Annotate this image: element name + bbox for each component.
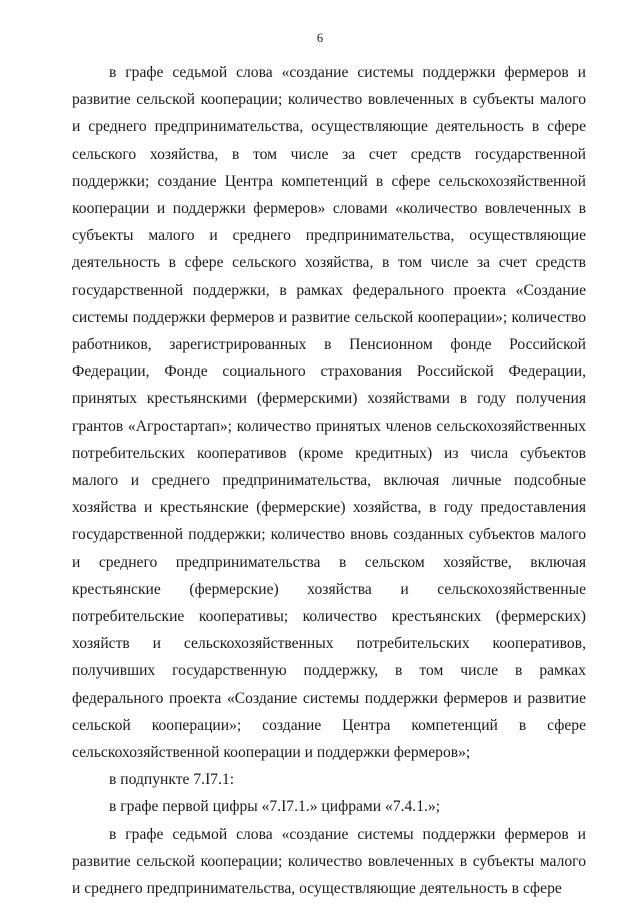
- paragraph-column-one: в графе первой цифры «7.I7.1.» цифрами «7.4.1.»;: [109, 798, 441, 816]
- paragraph-amendment-continued: в графе седьмой слова «создание системы поддержки фермеров и развитие сельской кооперации; количество вовлеченных в субъекты малого и среднего предпринимательства, осуществляющие деятельность в сфере: [72, 825, 586, 898]
- document-body: [72, 59, 586, 902]
- paragraph-subpoint: в подпункте 7.I7.1:: [109, 771, 235, 789]
- paragraph-amendment-column-seven: в графе седьмой слова «создание системы поддержки фермеров и развитие сельской кооперации; количество вовлеченных в субъекты малого и среднего предпринимательства, осуществляющие деятельность в сфере сельского хозяйства, в том числе за счет средств государственной поддержки; создание Центра компетенций в сфере сельскохозяйственной кооперации и поддержки фермеров» словами «количество вовлеченных в субъекты малого и среднего предпринимательства, осуществляющие деятельность в сфере сельского хозяйства, в том числе за счет средств государственной поддержки, в рамках федерального проекта «Создание системы поддержки фермеров и развитие сельской кооперации»; количество работников, зарегистрированных в Пенсионном фонде Российской Федерации, Фонде социального страхования Российской Федерации, принятых крестьянскими (фермерскими) хозяйствами в году получения грантов «Агростартап»; количество принятых членов сельскохозяйственных потребительских кооперативов (кроме кредитных) из числа субъектов малого и среднего предпринимательства, включая личные подсобные хозяйства и крестьянские (фермерские) хозяйства, в году предоставления государственной поддержки; количество вновь созданных субъектов малого и среднего предпринимательства в сельском хозяйстве, включая крестьянские (фермерские) хозяйства и сельскохозяйственные потребительские кооперативы; количество крестьянских (фермерских) хозяйств и сельскохозяйственных потребительских кооперативов, получивших государственную поддержку, в том числе в рамках федерального проекта «Создание системы поддержки фермеров и развитие сельской кооперации»; создание Центра компетенций в сфере сельскохозяйственной кооперации и поддержки фермеров»;: [72, 64, 586, 762]
- page-number: 6: [316, 31, 324, 45]
